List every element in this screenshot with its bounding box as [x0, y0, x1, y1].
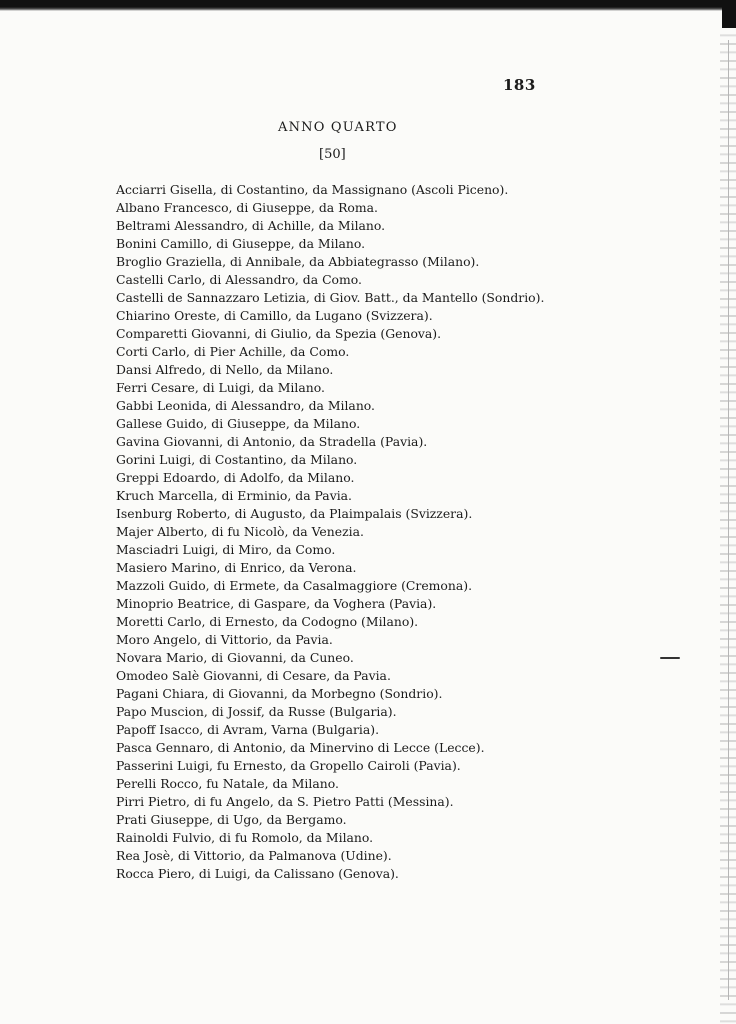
list-item: Gabbi Leonida, di Alessandro, da Milano. — [116, 398, 375, 413]
list-item: Gorini Luigi, di Costantino, da Milano. — [116, 452, 358, 467]
list-item: Gavina Giovanni, di Antonio, da Stradella (Pavia). — [116, 434, 428, 449]
list-item: Pasca Gennaro, di Antonio, da Minervino di Lecce (Lecce). — [116, 740, 485, 755]
list-item: Ferri Cesare, di Luigi, da Milano. — [116, 380, 325, 395]
list-item: Castelli Carlo, di Alessandro, da Como. — [116, 272, 362, 287]
list-item: Mazzoli Guido, di Ermete, da Casalmaggiore (Cremona). — [116, 578, 473, 593]
list-item: Omodeo Salè Giovanni, di Cesare, da Pavia. — [116, 668, 391, 683]
list-item: Gallese Guido, di Giuseppe, da Milano. — [116, 416, 361, 431]
list-item: Broglio Graziella, di Annibale, da Abbiategrasso (Milano). — [116, 254, 480, 269]
scan-corner-shadow — [722, 0, 736, 28]
list-item: Pagani Chiara, di Giovanni, da Morbegno (Sondrio). — [116, 686, 443, 701]
list-item: Corti Carlo, di Pier Achille, da Como. — [116, 344, 350, 359]
list-item: Beltrami Alessandro, di Achille, da Milano. — [116, 218, 386, 233]
list-item: Masciadri Luigi, di Miro, da Como. — [116, 542, 336, 557]
list-item: Dansi Alfredo, di Nello, da Milano. — [116, 362, 334, 377]
scan-top-edge — [0, 0, 736, 11]
ink-smudge — [660, 657, 680, 659]
student-list — [116, 181, 544, 883]
list-item: Chiarino Oreste, di Camillo, da Lugano (Svizzera). — [116, 308, 433, 323]
list-item: Perelli Rocco, fu Natale, da Milano. — [116, 776, 339, 791]
list-item: Prati Giuseppe, di Ugo, da Bergamo. — [116, 812, 347, 827]
list-item: Rocca Piero, di Luigi, da Calissano (Genova). — [116, 866, 399, 881]
list-item: Bonini Camillo, di Giuseppe, da Milano. — [116, 236, 366, 251]
scan-binding-line — [728, 40, 729, 1000]
list-item: Minoprio Beatrice, di Gaspare, da Voghera (Pavia). — [116, 596, 437, 611]
section-title: ANNO QUARTO — [278, 120, 398, 135]
list-item: Acciarri Gisella, di Costantino, da Massignano (Ascoli Piceno). — [116, 182, 509, 197]
section-number: [50] — [319, 147, 346, 162]
list-item: Moro Angelo, di Vittorio, da Pavia. — [116, 632, 333, 647]
list-item: Castelli de Sannazzaro Letizia, di Giov. Batt., da Mantello (Sondrio). — [116, 290, 545, 305]
list-item: Comparetti Giovanni, di Giulio, da Spezia (Genova). — [116, 326, 442, 341]
list-item: Papoff Isacco, di Avram, Varna (Bulgaria). — [116, 722, 380, 737]
list-item: Papo Muscion, di Jossif, da Russe (Bulgaria). — [116, 704, 397, 719]
list-item: Isenburg Roberto, di Augusto, da Plaimpalais (Svizzera). — [116, 506, 473, 521]
list-item: Moretti Carlo, di Ernesto, da Codogno (Milano). — [116, 614, 419, 629]
list-item: Masiero Marino, di Enrico, da Verona. — [116, 560, 357, 575]
list-item: Rea Josè, di Vittorio, da Palmanova (Udine). — [116, 848, 392, 863]
list-item: Pirri Pietro, di fu Angelo, da S. Pietro Patti (Messina). — [116, 794, 454, 809]
list-item: Novara Mario, di Giovanni, da Cuneo. — [116, 650, 354, 665]
page-number: 183 — [503, 76, 536, 94]
list-item: Majer Alberto, di fu Nicolò, da Venezia. — [116, 524, 364, 539]
list-item: Kruch Marcella, di Erminio, da Pavia. — [116, 488, 352, 503]
list-item: Albano Francesco, di Giuseppe, da Roma. — [116, 200, 378, 215]
list-item: Greppi Edoardo, di Adolfo, da Milano. — [116, 470, 355, 485]
list-item: Passerini Luigi, fu Ernesto, da Gropello Cairoli (Pavia). — [116, 758, 461, 773]
list-item: Rainoldi Fulvio, di fu Romolo, da Milano. — [116, 830, 374, 845]
